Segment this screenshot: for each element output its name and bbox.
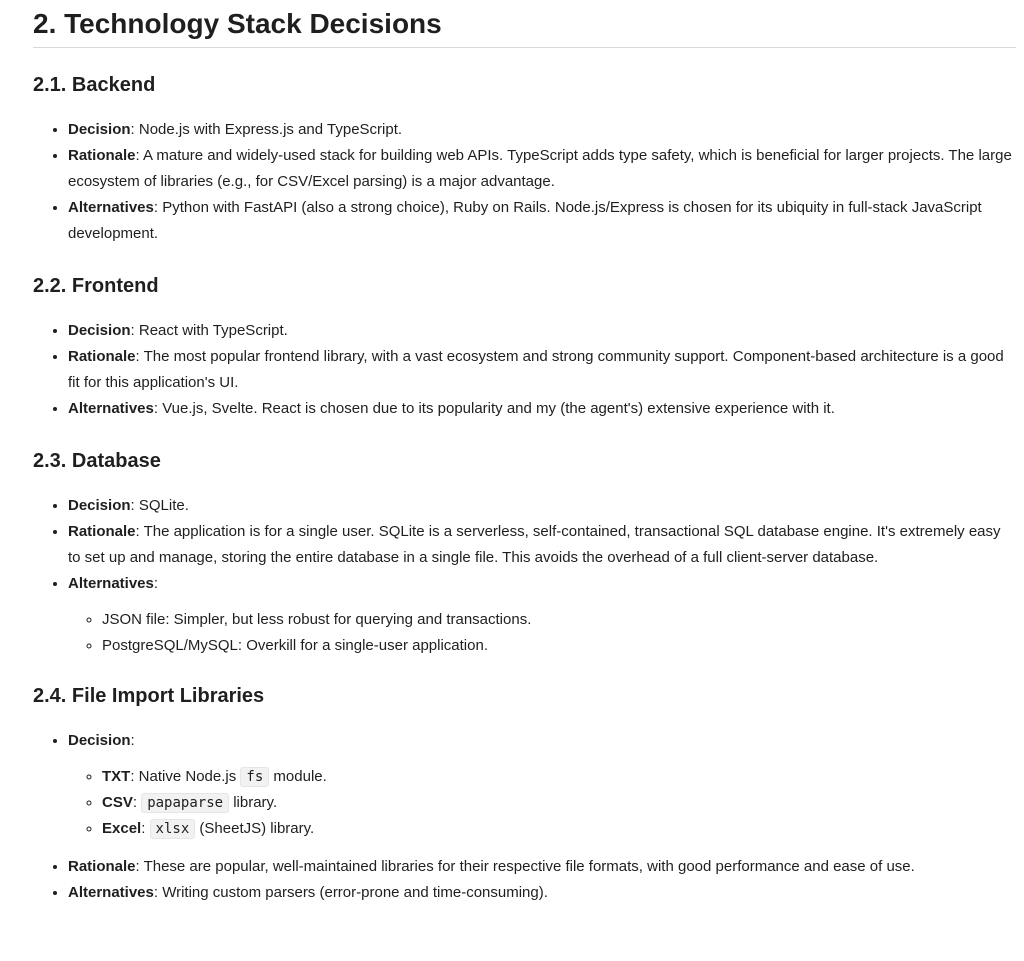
item-text: : xyxy=(141,820,150,837)
item-label: Alternatives xyxy=(68,575,154,592)
item-label: Decision xyxy=(68,732,131,749)
item-text: : The most popular frontend library, with a vast ecosystem and strong community support. Component-based architecture is a good fit for this application's UI. xyxy=(68,348,1004,391)
list-item xyxy=(68,880,1016,906)
item-text: : xyxy=(132,794,142,811)
frontend-list xyxy=(33,318,1016,422)
inline-code: xlsx xyxy=(150,819,196,839)
section-file-import xyxy=(33,684,1016,906)
item-text: : SQLite. xyxy=(130,497,189,514)
item-text: : Python with FastAPI (also a strong choice), Ruby on Rails. Node.js/Express is chosen for its ubiquity in full-stack JavaScript development. xyxy=(68,199,982,242)
list-item xyxy=(102,790,1016,816)
item-text: : A mature and widely-used stack for building web APIs. TypeScript adds type safety, which is beneficial for larger projects. The large ecosystem of libraries (e.g., for CSV/Excel parsing) is a major advantage. xyxy=(68,147,1012,190)
section-heading-database: 2.3. Database xyxy=(33,450,161,472)
list-item xyxy=(68,493,1016,519)
item-text: : Node.js with Express.js and TypeScript. xyxy=(130,121,403,138)
list-item xyxy=(102,816,1016,842)
list-item xyxy=(68,571,1016,659)
item-label: Alternatives xyxy=(68,400,154,417)
section-heading-backend: 2.1. Backend xyxy=(33,74,156,96)
item-label: Decision xyxy=(68,497,131,514)
list-item xyxy=(68,854,1016,880)
item-text: library. xyxy=(229,794,278,811)
item-label: Decision xyxy=(68,322,131,339)
item-text: : The application is for a single user. SQLite is a serverless, self-contained, transactional SQL database engine. It's extremely easy to set up and manage, storing the entire database in a single file. This avoids the overhead of a full client-server database. xyxy=(68,523,1001,566)
item-text: : xyxy=(130,732,135,749)
list-item xyxy=(68,396,1016,422)
item-text: : These are popular, well-maintained libraries for their respective file formats, with good performance and ease of use. xyxy=(135,858,915,875)
section-database xyxy=(33,449,1016,659)
item-label: Alternatives xyxy=(68,884,154,901)
item-text: : xyxy=(153,575,159,592)
file-import-decision-list xyxy=(68,764,1016,842)
item-text: (SheetJS) library. xyxy=(195,820,315,837)
list-item xyxy=(68,728,1016,842)
section-heading-file-import: 2.4. File Import Libraries xyxy=(33,685,265,707)
item-label: CSV xyxy=(102,794,133,811)
item-text: module. xyxy=(269,768,327,785)
inline-code: fs xyxy=(240,767,269,787)
page-title: 2. Technology Stack Decisions xyxy=(33,0,1016,48)
list-item xyxy=(102,764,1016,790)
list-item: ◦ PostgreSQL/MySQL: Overkill for a single-user application. xyxy=(102,633,1016,659)
list-item xyxy=(68,344,1016,396)
list-item xyxy=(68,318,1016,344)
item-label: Rationale xyxy=(68,858,136,875)
item-label: Rationale xyxy=(68,523,136,540)
item-text: : Native Node.js xyxy=(130,768,241,785)
item-text: : Vue.js, Svelte. React is chosen due to its popularity and my (the agent's) extensive experience with it. xyxy=(153,400,835,417)
item-label: Rationale xyxy=(68,147,136,164)
list-item: ◦ JSON file: Simpler, but less robust for querying and transactions. xyxy=(102,607,1016,633)
list-item xyxy=(68,117,1016,143)
file-import-list xyxy=(33,728,1016,906)
section-heading-frontend: 2.2. Frontend xyxy=(33,275,159,297)
item-label: Decision xyxy=(68,121,131,138)
item-label: Rationale xyxy=(68,348,136,365)
list-item xyxy=(68,519,1016,571)
backend-list xyxy=(33,117,1016,247)
database-list xyxy=(33,493,1016,659)
item-text: : React with TypeScript. xyxy=(130,322,288,339)
inline-code: papaparse xyxy=(141,793,229,813)
item-label: Alternatives xyxy=(68,199,154,216)
item-text: : Writing custom parsers (error-prone and time-consuming). xyxy=(153,884,548,901)
item-label: Excel xyxy=(102,820,142,837)
list-item xyxy=(68,195,1016,247)
database-alternatives-list xyxy=(68,607,1016,659)
list-item xyxy=(68,143,1016,195)
section-backend xyxy=(33,73,1016,247)
section-frontend xyxy=(33,274,1016,422)
item-label: TXT xyxy=(102,768,131,785)
